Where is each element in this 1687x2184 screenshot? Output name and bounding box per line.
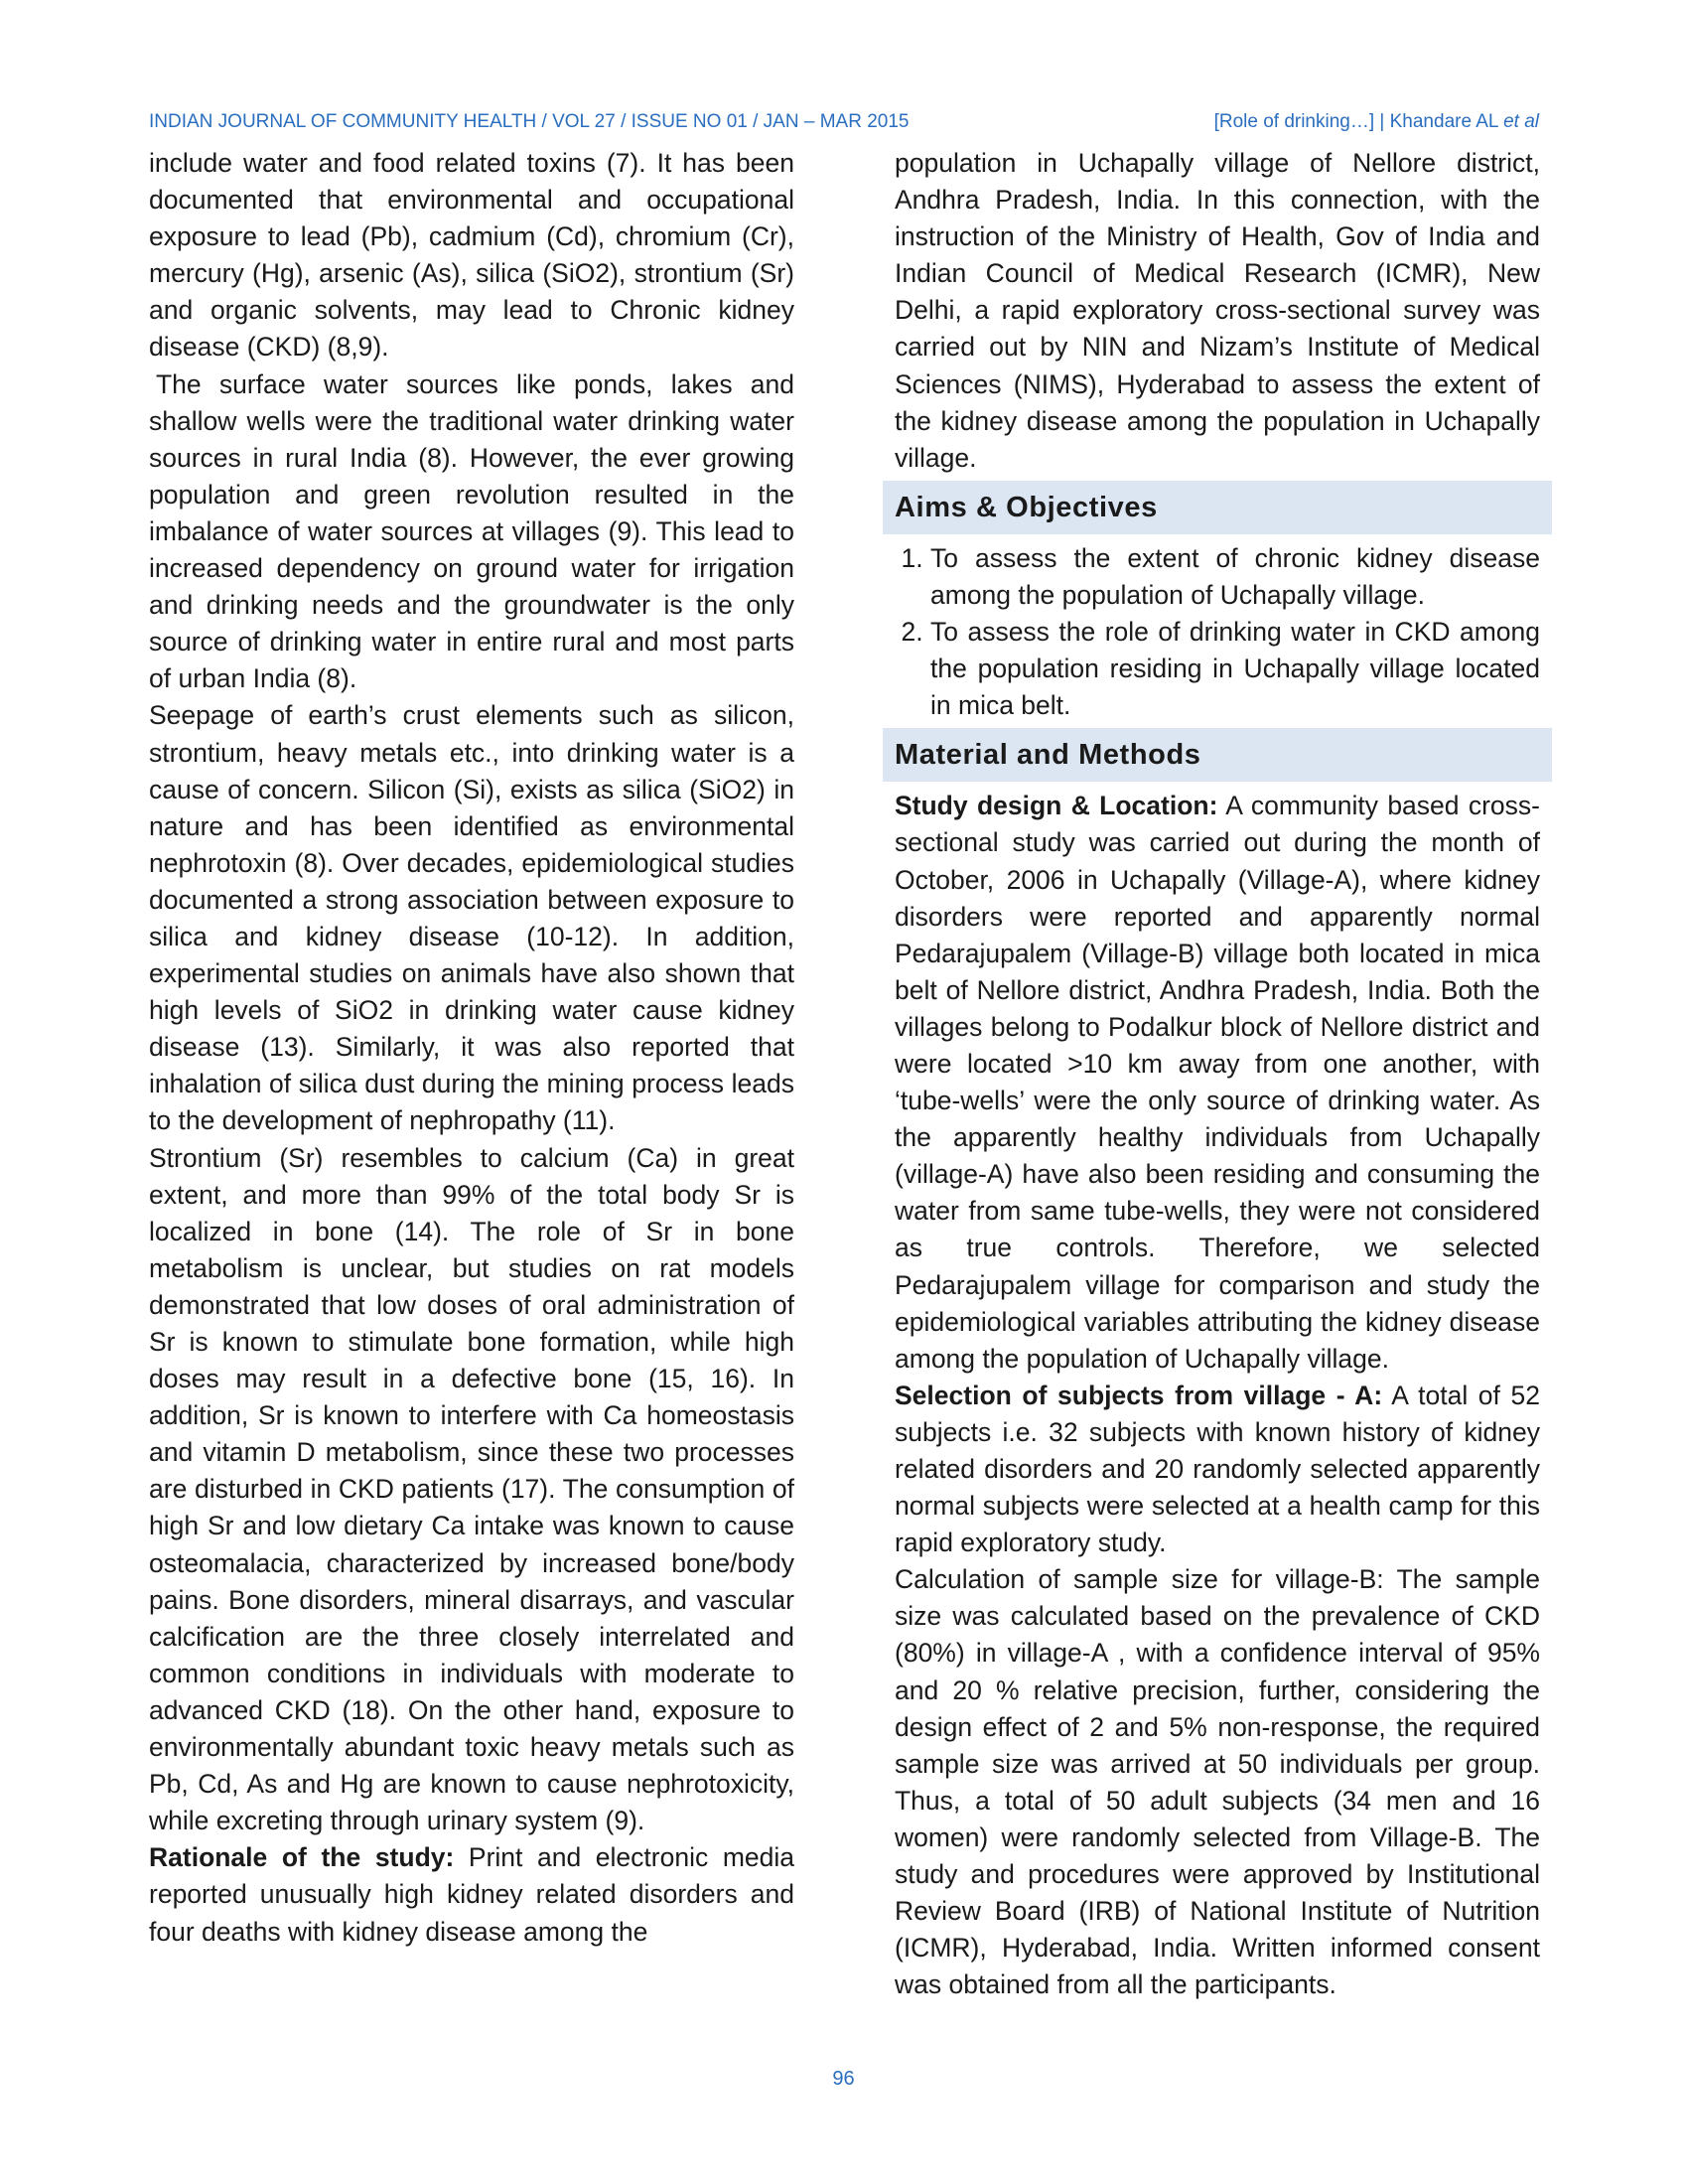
- paragraph-study-design: Study design & Location: A community based cross-sectional study was carried out during the month of October, 2006 in Uchapally (Village-A), where kidney disorders were reported and apparently normal Pedarajupalem (Village-B) village both located in mica belt of Nellore district, Andhra Pradesh, India. Both the villages belong to Podalkur block of Nellore district and were located >10 km away from one another, with ‘tube-wells’ were the only source of drinking water. As the apparently healthy individuals from Uchapally (village-A) have also been residing and consuming the water from same tube-wells, they were not considered as true controls. Therefore, we selected Pedarajupalem village for comparison and study the epidemiological variables attributing the kidney disease among the population of Uchapally village.: [895, 791, 1540, 1374]
- article-short-title: [Role of drinking…] | Khandare AL et al: [1213, 111, 1539, 132]
- paragraph-selection: Selection of subjects from village - A: A total of 52 subjects i.e. 32 subjects with known history of kidney related disorders and 20 randomly selected apparently normal subjects were selected at a health camp for this rapid exploratory study.: [895, 1380, 1540, 1558]
- right-column: [895, 145, 1540, 2003]
- run-in-heading: Selection of subjects from village - A:: [895, 1380, 1383, 1410]
- aims-list: [895, 540, 1540, 724]
- section-heading-aims: Aims & Objectives: [883, 481, 1552, 534]
- journal-citation: INDIAN JOURNAL OF COMMUNITY HEALTH / VOL 27 / ISSUE NO 01 / JAN – MAR 2015: [149, 111, 910, 132]
- list-item: 2. To assess the role of drinking water in CKD among the population residing in Uchapally village located in mica belt.: [930, 614, 1540, 724]
- section-heading-methods: Material and Methods: [883, 728, 1552, 782]
- run-in-heading: Study design & Location:: [895, 791, 1218, 821]
- paragraph: population in Uchapally village of Nellore district, Andhra Pradesh, India. In this connection, with the instruction of the Ministry of Health, Gov of India and Indian Council of Medical Research (ICMR), New Delhi, a rapid exploratory cross-sectional survey was carried out by NIN and Nizam’s Institute of Medical Sciences (NIMS), Hyderabad to assess the extent of the kidney disease among the population in Uchapally village.: [895, 148, 1540, 473]
- paragraph: Seepage of earth’s crust elements such as silicon, strontium, heavy metals etc., into drinking water is a cause of concern. Silicon (Si), exists as silica (SiO2) in nature and has been identified as environmental nephrotoxin (8). Over decades, epidemiological studies documented a strong association between exposure to silica and kidney disease (10-12). In addition, experimental studies on animals have also shown that high levels of SiO2 in drinking water cause kidney disease (13). Similarly, it was also reported that inhalation of silica dust during the mining process leads to the development of nephropathy (11).: [149, 700, 794, 1136]
- running-header: [149, 111, 1539, 137]
- paragraph: The surface water sources like ponds, lakes and shallow wells were the traditional water drinking water sources in rural India (8). However, the ever growing population and green revolution resulted in the imbalance of water sources at villages (9). This lead to increased dependency on ground water for irrigation and drinking needs and the groundwater is the only source of drinking water in entire rural and most parts of urban India (8).: [149, 368, 794, 694]
- run-in-heading: Rationale of the study:: [149, 1842, 455, 1873]
- page-number: 96: [832, 2068, 855, 2090]
- paragraph: Strontium (Sr) resembles to calcium (Ca) in great extent, and more than 99% of the total body Sr is localized in bone (14). The role of Sr in bone metabolism is unclear, but studies on rat models demonstrated that low doses of oral administration of Sr is known to stimulate bone formation, while high doses may result in a defective bone (15, 16). In addition, Sr is known to interfere with Ca homeostasis and vitamin D metabolism, since these two processes are disturbed in CKD patients (17). The consumption of high Sr and low dietary Ca intake was known to cause osteomalacia, characterized by increased bone/body pains. Bone disorders, mineral disarrays, and vascular calcification are the three closely interrelated and common conditions in individuals with moderate to advanced CKD (18). On the other hand, exposure to environmentally abundant toxic heavy metals such as Pb, Cd, As and Hg are known to cause nephrotoxicity, while excreting through urinary system (9).: [149, 1142, 794, 1836]
- paragraph-rationale: Rationale of the study: Print and electronic media reported unusually high kidney related disorders and four deaths with kidney disease among the: [149, 1842, 794, 1947]
- paragraph: include water and food related toxins (7). It has been documented that environmental and occupational exposure to lead (Pb), cadmium (Cd), chromium (Cr), mercury (Hg), arsenic (As), silica (SiO2), strontium (Sr) and organic solvents, may lead to Chronic kidney disease (CKD) (8,9).: [149, 148, 794, 363]
- paragraph-sample-size: Calculation of sample size for village-B: The sample size was calculated based on the prevalence of CKD (80%) in village-A , with a confidence interval of 95% and 20 % relative precision, further, considering the design effect of 2 and 5% non-response, the required sample size was arrived at 50 individuals per group. Thus, a total of 50 adult subjects (34 men and 16 women) were randomly selected from Village-B. The study and procedures were approved by Institutional Review Board (IRB) of National Institute of Nutrition (ICMR), Hyderabad, India. Written informed consent was obtained from all the participants.: [895, 1564, 1540, 2000]
- left-column: [149, 145, 794, 1951]
- list-item: 1. To assess the extent of chronic kidney disease among the population of Uchapally village.: [930, 540, 1540, 614]
